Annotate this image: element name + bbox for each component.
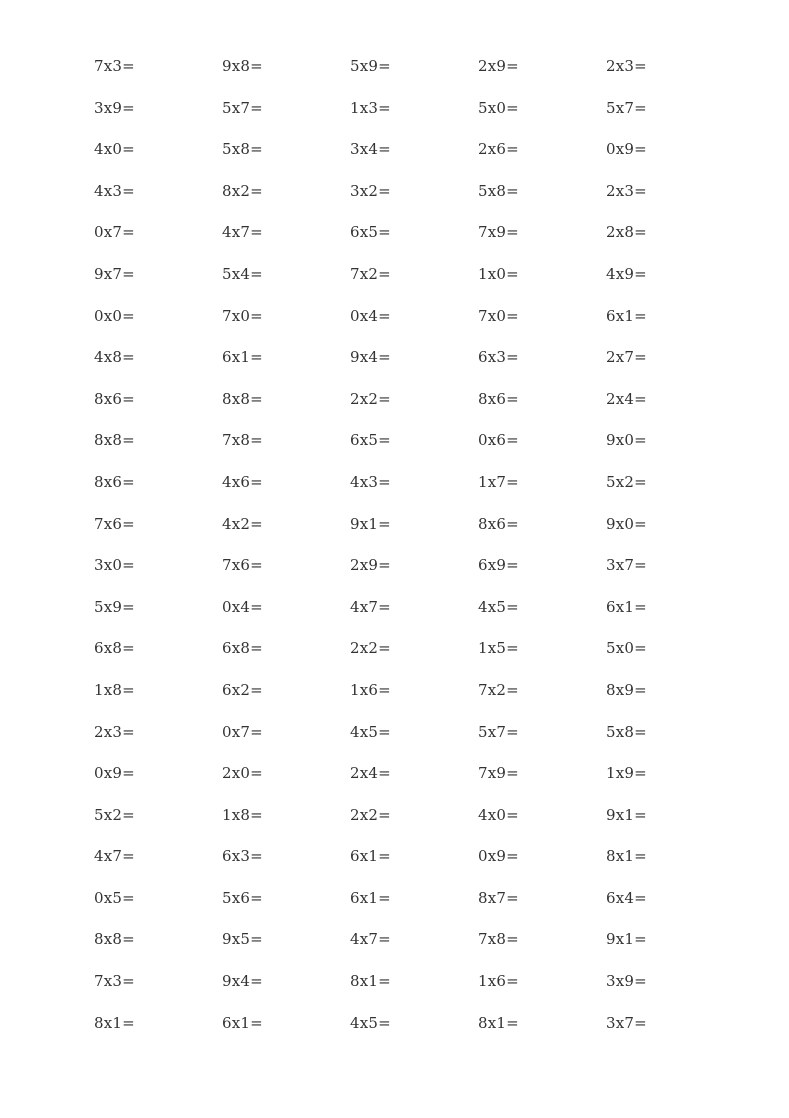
problem: 1x7= — [478, 472, 519, 491]
problem: 9x5= — [222, 930, 263, 949]
problem: 0x9= — [478, 847, 519, 866]
problem: 2x7= — [606, 348, 647, 367]
problem: 7x9= — [478, 764, 519, 783]
problem: 8x9= — [606, 680, 647, 699]
problem-row — [94, 970, 734, 1012]
problem: 4x0= — [478, 805, 519, 824]
problem-row — [94, 596, 734, 638]
problem: 0x9= — [94, 764, 135, 783]
problem: 5x8= — [222, 140, 263, 159]
problem: 8x6= — [478, 514, 519, 533]
problem: 5x6= — [222, 888, 263, 907]
problem: 9x0= — [606, 431, 647, 450]
problem: 2x9= — [478, 57, 519, 75]
problem: 1x5= — [478, 639, 519, 658]
problem: 9x4= — [222, 972, 263, 991]
problem: 2x9= — [350, 556, 391, 575]
problem: 8x1= — [350, 972, 391, 991]
problem: 1x0= — [478, 264, 519, 283]
problem: 2x8= — [606, 223, 647, 242]
problem: 5x9= — [94, 597, 135, 616]
problem: 2x6= — [478, 140, 519, 159]
problem-row — [94, 1012, 734, 1054]
problem: 4x3= — [94, 181, 135, 200]
problem-row — [94, 887, 734, 929]
problem: 5x2= — [606, 472, 647, 491]
problem-row — [94, 637, 734, 679]
problem: 6x1= — [606, 597, 647, 616]
problem-row — [94, 55, 734, 97]
problem: 0x4= — [222, 597, 263, 616]
problem: 9x8= — [222, 57, 263, 75]
problem: 4x2= — [222, 514, 263, 533]
problem: 8x8= — [94, 431, 135, 450]
problem-row — [94, 762, 734, 804]
problem: 7x8= — [478, 930, 519, 949]
problem: 5x7= — [606, 98, 647, 117]
problem-row — [94, 845, 734, 887]
problem: 0x0= — [94, 306, 135, 325]
problem: 3x2= — [350, 181, 391, 200]
problem: 3x9= — [94, 98, 135, 117]
problem: 4x0= — [94, 140, 135, 159]
problem: 7x6= — [94, 514, 135, 533]
problem: 7x9= — [478, 223, 519, 242]
problem: 4x7= — [222, 223, 263, 242]
problem: 6x1= — [222, 348, 263, 367]
problem: 1x9= — [606, 764, 647, 783]
problem-row — [94, 180, 734, 222]
problem: 5x9= — [350, 57, 391, 75]
problem: 6x4= — [606, 888, 647, 907]
problem: 8x1= — [478, 1013, 519, 1032]
problem: 5x2= — [94, 805, 135, 824]
problem: 0x9= — [606, 140, 647, 159]
problem: 8x8= — [222, 389, 263, 408]
problem: 2x2= — [350, 805, 391, 824]
problem-row — [94, 429, 734, 471]
problem: 0x7= — [222, 722, 263, 741]
problem: 4x5= — [350, 1013, 391, 1032]
problem: 5x7= — [222, 98, 263, 117]
problem: 2x3= — [606, 181, 647, 200]
problem: 2x4= — [606, 389, 647, 408]
problem-row — [94, 263, 734, 305]
problem: 6x5= — [350, 431, 391, 450]
problem: 3x4= — [350, 140, 391, 159]
multiplication-worksheet — [94, 55, 734, 1053]
problem: 5x0= — [606, 639, 647, 658]
problem: 6x1= — [350, 888, 391, 907]
problem: 7x2= — [350, 264, 391, 283]
problem: 1x6= — [350, 680, 391, 699]
problem: 5x0= — [478, 98, 519, 117]
problem-row — [94, 388, 734, 430]
problem: 7x0= — [478, 306, 519, 325]
problem: 8x8= — [94, 930, 135, 949]
problem: 7x2= — [478, 680, 519, 699]
problem: 1x8= — [94, 680, 135, 699]
problem: 6x1= — [350, 847, 391, 866]
problem: 9x1= — [606, 930, 647, 949]
problem: 4x7= — [350, 930, 391, 949]
problem: 7x3= — [94, 972, 135, 991]
problem: 1x6= — [478, 972, 519, 991]
problem-row — [94, 928, 734, 970]
problem: 9x4= — [350, 348, 391, 367]
problem: 7x8= — [222, 431, 263, 450]
problem: 7x6= — [222, 556, 263, 575]
problem: 4x5= — [350, 722, 391, 741]
problem: 5x7= — [478, 722, 519, 741]
problem: 4x9= — [606, 264, 647, 283]
problem-row — [94, 471, 734, 513]
problem: 8x6= — [478, 389, 519, 408]
problem-row — [94, 513, 734, 555]
problem: 8x1= — [606, 847, 647, 866]
problem: 2x3= — [606, 57, 647, 75]
problem: 2x2= — [350, 639, 391, 658]
problem: 2x4= — [350, 764, 391, 783]
problem: 7x3= — [94, 57, 135, 75]
problem: 6x3= — [222, 847, 263, 866]
problem: 6x3= — [478, 348, 519, 367]
problem-row — [94, 554, 734, 596]
problem: 0x4= — [350, 306, 391, 325]
problem: 4x7= — [94, 847, 135, 866]
problem: 8x2= — [222, 181, 263, 200]
problem: 7x0= — [222, 306, 263, 325]
problem: 8x6= — [94, 389, 135, 408]
problem: 2x2= — [350, 389, 391, 408]
problem: 6x2= — [222, 680, 263, 699]
problem: 5x8= — [478, 181, 519, 200]
problem: 8x6= — [94, 472, 135, 491]
problem: 4x3= — [350, 472, 391, 491]
problem: 4x8= — [94, 348, 135, 367]
problem: 9x1= — [606, 805, 647, 824]
problem-row — [94, 804, 734, 846]
problem: 5x8= — [606, 722, 647, 741]
problem-row — [94, 138, 734, 180]
problem: 8x7= — [478, 888, 519, 907]
problem: 6x5= — [350, 223, 391, 242]
problem: 6x1= — [606, 306, 647, 325]
problem: 3x7= — [606, 1013, 647, 1032]
problem: 0x5= — [94, 888, 135, 907]
problem: 9x1= — [350, 514, 391, 533]
problem: 5x4= — [222, 264, 263, 283]
problem: 3x0= — [94, 556, 135, 575]
problem: 4x5= — [478, 597, 519, 616]
problem-row — [94, 97, 734, 139]
problem: 0x6= — [478, 431, 519, 450]
problem-row — [94, 721, 734, 763]
problem: 2x0= — [222, 764, 263, 783]
problem-row — [94, 305, 734, 347]
problem-row — [94, 346, 734, 388]
problem-row — [94, 221, 734, 263]
problem: 1x8= — [222, 805, 263, 824]
problem-row — [94, 679, 734, 721]
problem: 6x9= — [478, 556, 519, 575]
problem: 1x3= — [350, 98, 391, 117]
problem: 2x3= — [94, 722, 135, 741]
problem: 6x8= — [94, 639, 135, 658]
problem: 9x0= — [606, 514, 647, 533]
problem: 8x1= — [94, 1013, 135, 1032]
problem: 0x7= — [94, 223, 135, 242]
problem: 4x6= — [222, 472, 263, 491]
problem: 3x9= — [606, 972, 647, 991]
problem: 3x7= — [606, 556, 647, 575]
problem: 4x7= — [350, 597, 391, 616]
problem: 6x8= — [222, 639, 263, 658]
problem: 6x1= — [222, 1013, 263, 1032]
problem: 9x7= — [94, 264, 135, 283]
